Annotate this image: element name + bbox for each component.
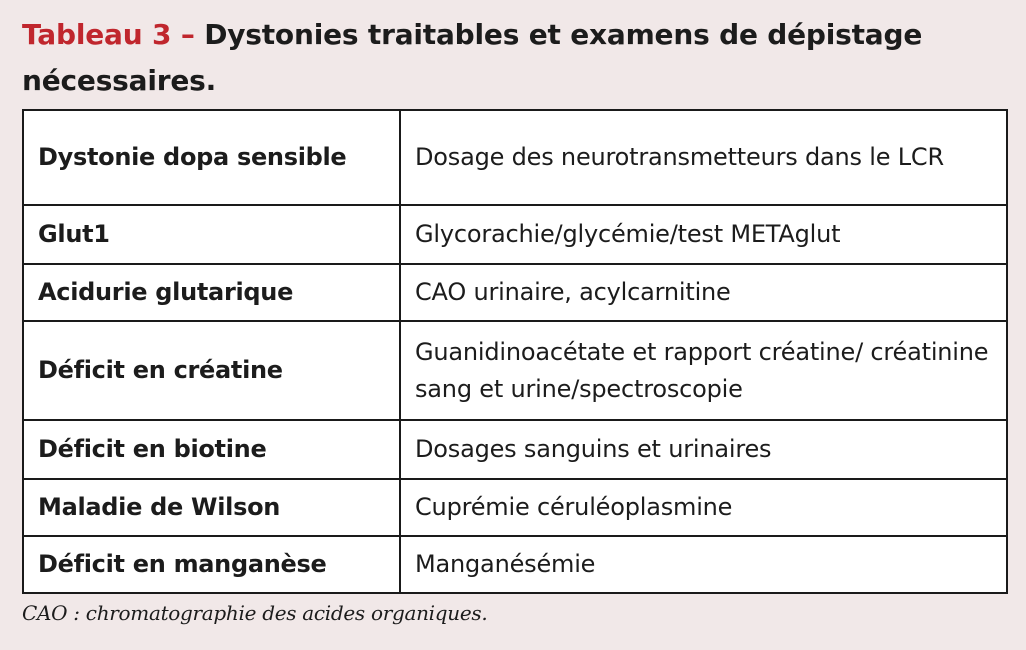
condition-cell: Déficit en manganèse xyxy=(23,536,400,593)
table-title-text: Dystonies traitables et examens de dépistage nécessaires. xyxy=(22,18,923,97)
dystonia-table xyxy=(22,109,1008,594)
condition-cell: Glut1 xyxy=(23,205,400,264)
table-row xyxy=(23,205,1007,264)
condition-cell: Maladie de Wilson xyxy=(23,479,400,536)
exam-cell: Dosage des neurotransmetteurs dans le LCR xyxy=(400,110,1007,205)
table-row xyxy=(23,420,1007,479)
table-row xyxy=(23,536,1007,593)
condition-cell: Acidurie glutarique xyxy=(23,264,400,321)
table-number-label: Tableau 3 – xyxy=(22,18,195,51)
condition-cell: Dystonie dopa sensible xyxy=(23,110,400,205)
table-row xyxy=(23,479,1007,536)
table-row xyxy=(23,264,1007,321)
exam-cell: Dosages sanguins et urinaires xyxy=(400,420,1007,479)
condition-cell: Déficit en biotine xyxy=(23,420,400,479)
table-row xyxy=(23,321,1007,420)
exam-cell: Manganésémie xyxy=(400,536,1007,593)
table-footnote: CAO : chromatographie des acides organiques. xyxy=(22,601,488,625)
exam-cell: CAO urinaire, acylcarnitine xyxy=(400,264,1007,321)
table-row xyxy=(23,110,1007,205)
exam-cell: Glycorachie/glycémie/test METAglut xyxy=(400,205,1007,264)
exam-cell: Guanidinoacétate et rapport créatine/ créatinine sang et urine/spectroscopie xyxy=(400,321,1007,420)
condition-cell: Déficit en créatine xyxy=(23,321,400,420)
exam-cell: Cuprémie céruléoplasmine xyxy=(400,479,1007,536)
table-title xyxy=(22,12,1012,104)
